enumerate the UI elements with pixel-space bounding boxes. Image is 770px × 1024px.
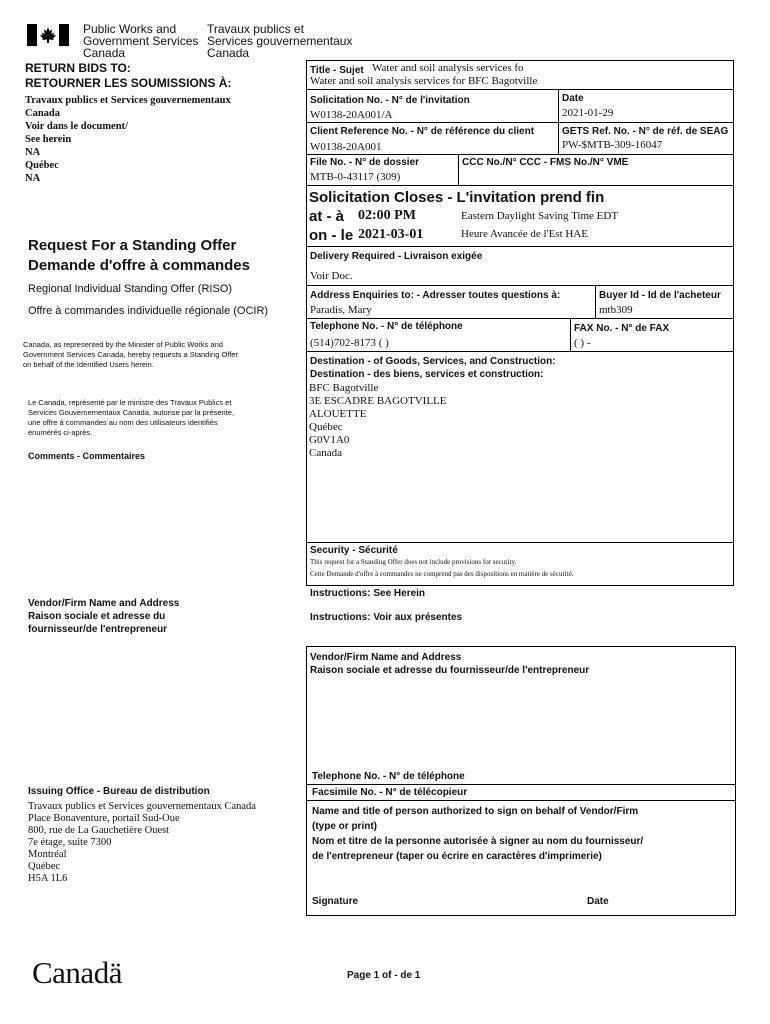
destination-address: BFC Bagotville 3E ESCADRE BAGOTVILLE ALOUETTE Québec G0V1A0 Canada: [309, 382, 447, 459]
file-value: MTB-0-43117 (309): [310, 171, 401, 183]
authorized-signer-label: Name and title of person authorized to sign on behalf of Vendor/Firm (type or print) Nom et titre de la personne autorisée à signer au nom du fournisseur/ de l'entrepreneur (taper ou écrire en caractères d'imprimerie): [312, 806, 644, 862]
delivery-label: Delivery Required - Livraison exigée: [310, 251, 483, 262]
at-label: at - à: [309, 208, 345, 225]
gets-label: GETS Ref. No. - N° de réf. de SEAG: [562, 126, 729, 137]
title-value-1: Water and soil analysis services fo: [372, 62, 524, 74]
enquiries-value: Paradis, Mary: [310, 304, 372, 316]
security-label: Security - Sécurité: [310, 545, 398, 556]
title-value-2: Water and soil analysis services for BFC Bagotville: [310, 75, 538, 87]
vendor-phone-label: Telephone No. - N° de téléphone: [312, 771, 465, 782]
closing-date-value: 2021-03-01: [358, 227, 424, 242]
date-value: 2021-01-29: [562, 107, 614, 119]
title-label: Title - Sujet: [310, 65, 364, 76]
signature-label: Signature: [312, 896, 359, 907]
request-paragraph-en: Canada, as represented by the Minister of Public Works and Government Services Canada, hereby requests a Standing Offer on behalf of the Identified Users herein.: [23, 340, 238, 369]
canada-flag-icon: [27, 24, 69, 46]
fax-label: FAX No. - N° de FAX: [574, 323, 670, 334]
solicitation-label: Solicitation No. - N° de l'invitation: [310, 95, 470, 106]
gets-value: PW-$MTB-309-16047: [562, 139, 663, 151]
issuing-office-address: Travaux publics et Services gouvernementaux Canada Place Bonaventure, portail Sud-Oue 800, rue de La Gauchetière Ouest 7e étage, suite 7300 Montréal Québec H5A 1L6: [28, 801, 256, 884]
enquiries-label: Address Enquiries to: - Adresser toutes questions à:: [310, 290, 561, 301]
dept-name-en: Public Works and Government Services Canada: [83, 22, 199, 60]
request-type-en: Regional Individual Standing Offer (RISO): [28, 283, 233, 295]
date-label: Date: [562, 93, 584, 104]
security-text-fr: Cette Demande d'offre à commandes ne comprend pas des dispositions en matière de sécurité.: [310, 570, 574, 578]
destination-label: Destination - of Goods, Services, and Construction: Destination - des biens, services et construction:: [310, 356, 556, 380]
phone-value: (514)702-8173 ( ): [310, 337, 389, 349]
delivery-value: Voir Doc.: [310, 270, 353, 282]
security-text-en: This request for a Standing Offer does not include provisions for security.: [310, 558, 517, 566]
canada-wordmark-logo: Canadä: [32, 955, 122, 990]
closing-time-value: 02:00 PM: [358, 208, 416, 223]
on-label: on - le: [309, 227, 354, 244]
timezone-en: Eastern Daylight Saving Time EDT: [461, 210, 619, 222]
phone-label: Telephone No. - N° de téléphone: [310, 321, 463, 332]
vendor-fax-label: Facsimile No. - N° de télécopieur: [312, 787, 468, 798]
vendor-left-label: Vendor/Firm Name and Address Raison sociale et adresse du fournisseur/de l'entrepreneur: [28, 598, 180, 635]
comments-label: Comments - Commentaires: [28, 451, 146, 461]
file-label: File No. - N° de dossier: [310, 157, 420, 168]
page-number: Page 1 of - de 1: [347, 970, 421, 981]
vendor-name-label: Vendor/Firm Name and Address Raison sociale et adresse du fournisseur/de l'entrepreneur: [310, 652, 590, 676]
signature-date-label: Date: [587, 896, 609, 907]
timezone-fr: Heure Avancée de l'Est HAE: [461, 228, 589, 240]
solicitation-value: W0138-20A001/A: [310, 109, 393, 121]
request-title: Request For a Standing Offer Demande d'offre à commandes: [28, 237, 250, 274]
request-paragraph-fr: Le Canada, représenté par le ministre des Travaux Publics et Services Gouvernementaux Canada, autorise par la présente, une offre à commandes au nom des utilisateurs identifiés énumérés ci-après.: [28, 398, 234, 437]
buyer-id-label: Buyer Id - Id de l'acheteur: [599, 290, 721, 301]
instructions-en: Instructions: See Herein: [310, 588, 426, 599]
client-ref-value: W0138-20A001: [310, 141, 382, 153]
dept-name-fr: Travaux publics et Services gouvernementaux Canada: [207, 22, 353, 60]
fax-value: ( ) -: [574, 337, 591, 349]
request-type-fr: Offre à commandes individuelle régionale (OCIR): [28, 305, 269, 317]
ccc-label: CCC No./N° CCC - FMS No./N° VME: [462, 157, 629, 168]
instructions-fr: Instructions: Voir aux présentes: [310, 612, 463, 623]
return-bids-address: Travaux publics et Services gouvernementaux Canada Voir dans le document/ See herein NA Québec NA: [25, 95, 231, 184]
client-ref-label: Client Reference No. - N° de référence du client: [310, 126, 535, 137]
closes-title: Solicitation Closes - L'invitation prend fin: [309, 189, 605, 206]
issuing-office-label: Issuing Office - Bureau de distribution: [28, 786, 210, 797]
buyer-id-value: mtb309: [599, 304, 633, 316]
return-bids-title: RETURN BIDS TO: RETOURNER LES SOUMISSIONS À:: [25, 61, 232, 90]
